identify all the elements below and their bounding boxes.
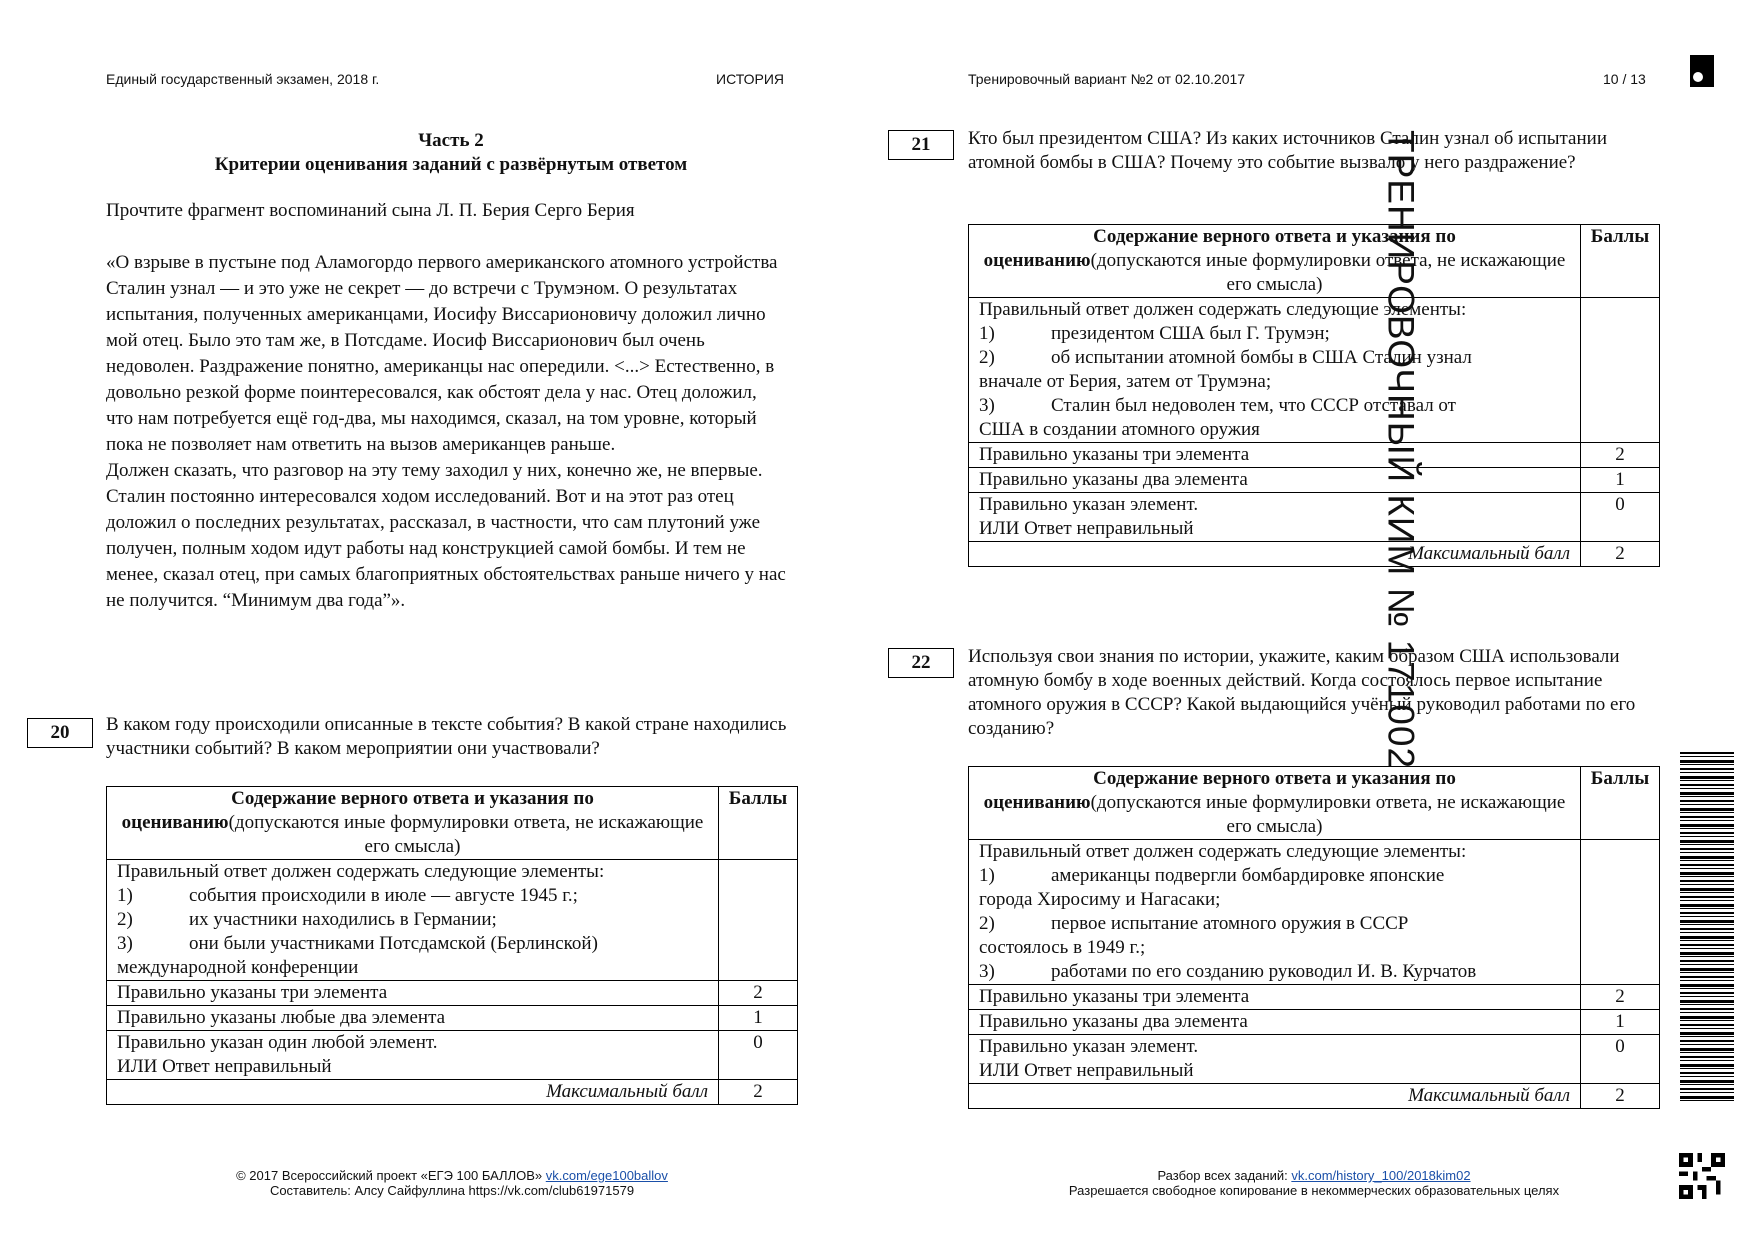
header-variant: Тренировочный вариант №2 от 02.10.2017 bbox=[968, 71, 1246, 87]
source-passage bbox=[106, 250, 786, 614]
question-text-20: В каком году происходили описанные в тексте события? В какой стране находились участники событий? В каком мероприятии они участвовали? bbox=[106, 714, 787, 759]
question-number-22: 22 bbox=[888, 648, 954, 678]
header-exam-title: Единый государственный экзамен, 2018 г. bbox=[106, 71, 380, 87]
answer-elements: Правильный ответ должен содержать следующие элементы: 1) события происходили в июле — августе 1945 г.; 2) их участники находились в Германии; 3) они были участниками Потсдамской (Берлинской) международной конференции bbox=[107, 860, 719, 981]
side-title: ТРЕНИРОВОЧНЫЙ КИМ № 171002 bbox=[1380, 130, 1422, 770]
logo-icon bbox=[1690, 55, 1714, 87]
criteria-table-20 bbox=[106, 786, 798, 1105]
elements-row bbox=[969, 840, 1660, 985]
elements-row bbox=[107, 860, 798, 981]
max-score-row: Максимальный балл 2 bbox=[969, 542, 1660, 567]
score-row: Правильно указан элемент. ИЛИ Ответ неправильный 0 bbox=[969, 1035, 1660, 1084]
passage-paragraph-2: Должен сказать, что разговор на эту тему заходил у них, конечно же, не впервые. Сталин постоянно интересовался ходом исследований. Вот и на этот раз отец доложил о последних результатах, рассказал, в частности, что сам плутоний уже получен, полным ходом идут работы над конструкцией самой бомбы. И тем не менее, сказал отец, при самых благоприятных обстоятельствах раньше ничего у нас не получится. “Минимум два года”». bbox=[106, 460, 786, 611]
score-row: Правильно указаны три элемента 2 bbox=[107, 981, 798, 1006]
footer-left: © 2017 Всероссийский проект «ЕГЭ 100 БАЛЛОВ» vk.com/ege100ballov Составитель: Алсу Сайфуллина https://vk.com/club61971579 bbox=[236, 1168, 668, 1198]
footer-right: Разбор всех заданий: vk.com/history_100/2018kim02 Разрешается свободное копирование в некоммерческих образовательных целях bbox=[1068, 1168, 1560, 1198]
content-header: Содержание верного ответа и указания по оцениванию(допускаются иные формулировки ответа, не искажающие его смысла) bbox=[969, 225, 1581, 298]
score-row: Правильно указан один любой элемент. ИЛИ Ответ неправильный 0 bbox=[107, 1031, 798, 1080]
barcode-icon bbox=[1680, 752, 1734, 1102]
answer-elements: Правильный ответ должен содержать следующие элементы: 1) президентом США был Г. Трумэн; 2) об испытании атомной бомбы в США Сталин узнал вначале от Берия, затем от Трумэна; 3) Сталин был недоволен тем, что СССР отставал от США в создании атомного оружия bbox=[969, 298, 1581, 443]
part-title: Часть 2 bbox=[418, 130, 484, 151]
table-header-row bbox=[969, 767, 1660, 840]
answer-elements: Правильный ответ должен содержать следующие элементы: 1) американцы подвергли бомбардировке японские города Хиросиму и Нагасаки; 2) первое испытание атомного оружия в СССР состоялось в 1949 г.; 3) работами по его созданию руководил И. В. Курчатов bbox=[969, 840, 1581, 985]
footer-vk-link[interactable]: vk.com/ege100ballov bbox=[545, 1168, 668, 1183]
question-text-21: Кто был президентом США? Из каких источников Сталин узнал об испытании атомной бомбы в США? Почему это событие вызвало у него раздражение? bbox=[968, 128, 1607, 173]
part-heading bbox=[106, 129, 796, 177]
question-number-20: 20 bbox=[27, 718, 93, 748]
criteria-table-21 bbox=[968, 224, 1660, 567]
footer-analysis-link[interactable]: vk.com/history_100/2018kim02 bbox=[1291, 1168, 1471, 1183]
intro-text: Прочтите фрагмент воспоминаний сына Л. П. Берия Серго Берия bbox=[106, 200, 635, 221]
question-text-22: Используя свои знания по истории, укажите, каким образом США использовали атомную бомбу в ходе военных действий. Когда состоялось первое испытание атомного оружия в СССР? Какой выдающийся учёный руководил работами по его созданию? bbox=[968, 646, 1636, 739]
content-header: Содержание верного ответа и указания по оцениванию(допускаются иные формулировки ответа, не искажающие его смысла) bbox=[969, 767, 1581, 840]
points-header: Баллы bbox=[1581, 767, 1660, 840]
score-row: Правильно указаны любые два элемента 1 bbox=[107, 1006, 798, 1031]
part-subtitle: Критерии оценивания заданий с развёрнутым ответом bbox=[214, 154, 688, 175]
max-score-row: Максимальный балл 2 bbox=[107, 1080, 798, 1105]
header-subject: ИСТОРИЯ bbox=[716, 71, 785, 87]
points-header: Баллы bbox=[719, 787, 798, 860]
score-row: Правильно указаны два элемента 1 bbox=[969, 1010, 1660, 1035]
passage-paragraph-1: «О взрыве в пустыне под Аламогордо первого американского атомного устройства Сталин узнал — и это уже не секрет — до встречи с Трумэном. О результатах испытания, полученных американцами, Иосифу Виссарионовичу доложил лично мой отец. Было это там же, в Потсдаме. Иосиф Виссарионович был очень недоволен. Раздражение понятно, американцы нас опередили. <...> Естественно, в довольно резкой форме поинтересовался, как обстоят дела у нас. Отец доложил, что нам потребуется ещё год-два, мы находимся, сказал, на том уровне, который пока не позволяет нам ответить на вызов американцев раньше. bbox=[106, 252, 778, 455]
qr-code-icon bbox=[1679, 1153, 1725, 1199]
score-row: Правильно указаны три элемента 2 bbox=[969, 985, 1660, 1010]
score-row: Правильно указан элемент. ИЛИ Ответ неправильный 0 bbox=[969, 493, 1660, 542]
points-header: Баллы bbox=[1581, 225, 1660, 298]
question-number-21: 21 bbox=[888, 130, 954, 160]
content-header: Содержание верного ответа и указания по оцениванию(допускаются иные формулировки ответа, не искажающие его смысла) bbox=[107, 787, 719, 860]
max-score-row: Максимальный балл 2 bbox=[969, 1084, 1660, 1109]
score-row: Правильно указаны три элемента 2 bbox=[969, 443, 1660, 468]
table-header-row bbox=[107, 787, 798, 860]
score-row: Правильно указаны два элемента 1 bbox=[969, 468, 1660, 493]
criteria-table-22 bbox=[968, 766, 1660, 1109]
elements-row bbox=[969, 298, 1660, 443]
table-header-row bbox=[969, 225, 1660, 298]
header-page-number: 10 / 13 bbox=[1603, 71, 1646, 87]
